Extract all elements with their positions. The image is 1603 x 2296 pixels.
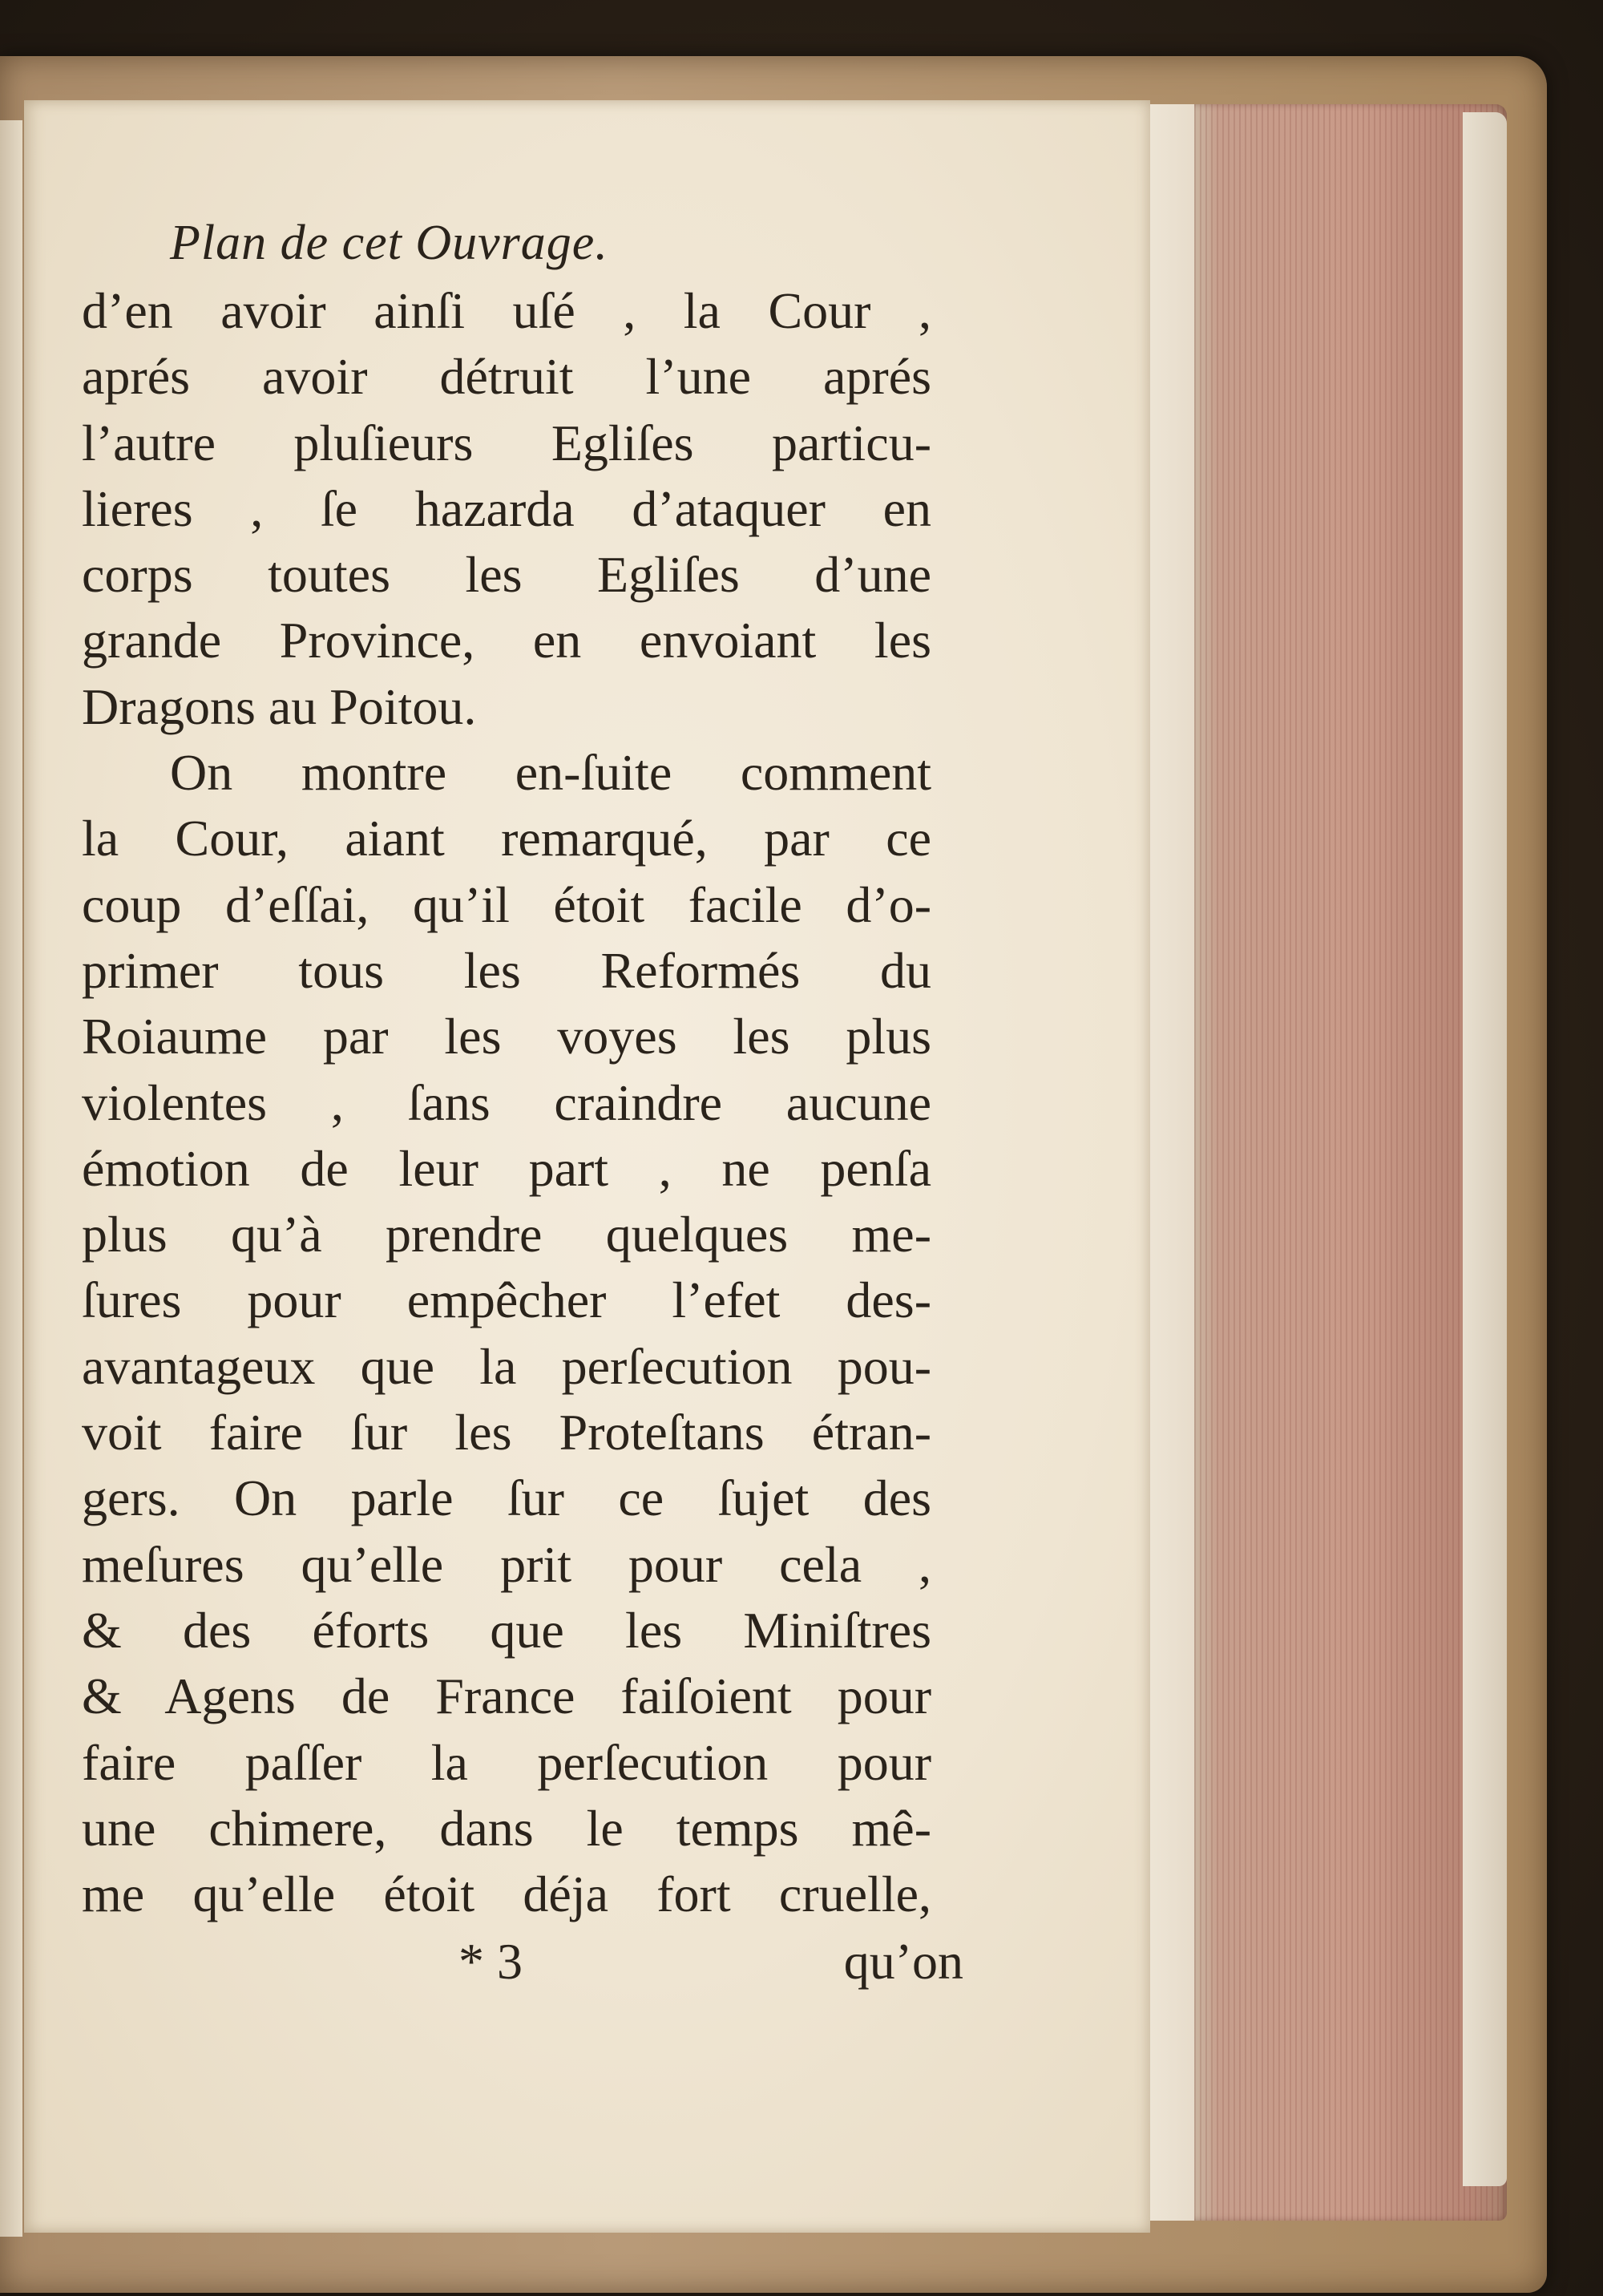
printed-page [24, 100, 1150, 2233]
text-line: & des éforts que les Miniſtres [82, 1601, 931, 1659]
text-line: voit faire ſur les Proteſtans étran- [82, 1404, 931, 1461]
text-line: meſures qu’elle prit pour cela , [82, 1535, 931, 1593]
text-line: corps toutes les Egliſes d’une [82, 546, 931, 604]
text-line: la Cour, aiant remarqué, par ce [82, 810, 931, 867]
text-line: & Agens de France faiſoient pour [82, 1667, 931, 1725]
text-line: lieres , ſe hazarda d’ataquer en [82, 479, 931, 537]
body-lines [82, 278, 955, 1927]
text-line: plus qu’à prendre quelques me- [82, 1206, 931, 1263]
text-line: violentes , ſans craindre aucune [82, 1073, 931, 1131]
text-line: me qu’elle étoit déja fort cruelle, [82, 1866, 931, 1923]
facing-page-edge [0, 120, 22, 2237]
text-line: une chimere, dans le temps mê- [82, 1799, 931, 1857]
text-line: émotion de leur part , ne penſa [82, 1139, 931, 1197]
text-line: coup d’eſſai, qu’il étoit facile d’o- [82, 875, 931, 933]
text-line: primer tous les Reformés du [82, 941, 931, 999]
text-line: gers. On parle ſur ce ſujet des [82, 1469, 931, 1527]
catchword: qu’on [843, 1933, 963, 1991]
text-line: Dragons au Poitou. [82, 677, 477, 735]
text-line: Roiaume par les voyes les plus [82, 1008, 931, 1065]
text-line: avantageux que la perſecution pou- [82, 1337, 931, 1395]
text-line: d’en avoir ainſi uſé , la Cour , [82, 282, 931, 339]
text-line: On montre en-ſuite comment [170, 744, 931, 802]
text-line: aprés avoir détruit l’une aprés [82, 348, 931, 406]
page-block-fore-edge [1138, 104, 1507, 2221]
text-line: grande Province, en envoiant les [82, 612, 931, 669]
running-head: Plan de cet Ouvrage. [170, 216, 608, 270]
page-footer [82, 1929, 963, 1995]
text-line: ſures pour empêcher l’efet des- [82, 1271, 931, 1329]
text-line: faire paſſer la perſecution pour [82, 1733, 931, 1791]
signature-mark: * 3 [458, 1933, 523, 1991]
text-block [82, 211, 963, 1995]
page-edge-outer [1463, 112, 1507, 2186]
text-line: l’autre pluſieurs Egliſes particu- [82, 414, 931, 471]
